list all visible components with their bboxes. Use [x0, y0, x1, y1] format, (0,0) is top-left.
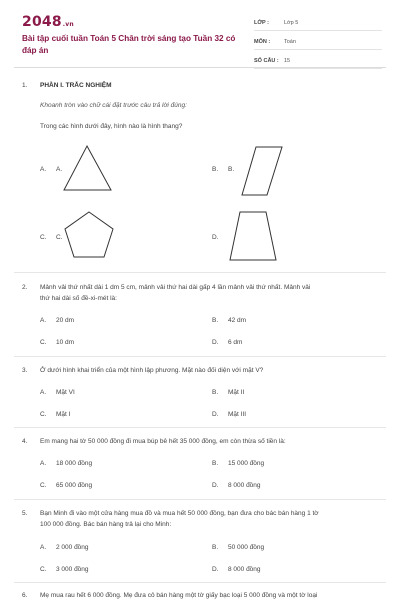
question-number: 2. [22, 284, 28, 291]
question-line: Mảnh vải thứ nhất dài 1 dm 5 cm, mảnh vải thứ hai dài gấp 4 lần mảnh vải thứ nhất. Mảnh vải [40, 284, 311, 291]
question-divider [14, 427, 386, 428]
question-number: 1. [22, 82, 28, 89]
option-d[interactable] [212, 411, 246, 418]
document-title: Bài tập cuối tuần Toán 5 Chân trời sáng tạo Tuần 32 có đáp án [22, 34, 236, 55]
option-b[interactable] [212, 166, 234, 173]
option-letter: C. [40, 566, 47, 573]
option-a[interactable] [40, 166, 62, 173]
meta-value: Lớp 5 [284, 19, 299, 26]
option-value: 2 000 đồng [56, 544, 89, 551]
option-letter: A. [40, 460, 47, 467]
section-heading: PHẦN I. TRẮC NGHIỆM [40, 82, 112, 89]
option-letter: A. [40, 544, 47, 551]
option-d[interactable] [212, 566, 261, 573]
meta-row-class [254, 15, 382, 31]
question-line: thứ hai dài số đề-xi-mét là: [40, 295, 117, 302]
option-c[interactable] [40, 566, 89, 573]
option-d[interactable] [212, 339, 242, 346]
option-value: 10 dm [56, 339, 75, 346]
option-letter: D. [212, 566, 219, 573]
option-letter: A. [40, 389, 47, 396]
site-logo[interactable] [22, 14, 74, 30]
option-b[interactable] [212, 460, 264, 467]
option-a[interactable] [40, 317, 74, 324]
question-line: Ở dưới hình khai triển của một hình lập phương. Mặt nào đối diện với mặt V? [40, 367, 264, 374]
option-d[interactable] [212, 482, 261, 489]
option-letter: B. [212, 544, 219, 551]
instruction-text: Khoanh tròn vào chữ cái đặt trước câu trả lời đúng: [40, 102, 187, 109]
question-text [40, 436, 380, 447]
option-value: 42 dm [228, 317, 247, 324]
question-text [40, 508, 380, 530]
option-value: 18 000 đồng [56, 460, 93, 467]
logo-text: 2048 [22, 14, 62, 30]
option-b[interactable] [212, 389, 244, 396]
option-value: 50 000 đồng [228, 544, 265, 551]
option-b[interactable] [212, 544, 264, 551]
meta-value: 15 [284, 57, 291, 64]
option-c[interactable] [40, 411, 70, 418]
parallelogram-shape [240, 145, 284, 197]
option-value: 15 000 đồng [228, 460, 265, 467]
option-a[interactable] [40, 544, 89, 551]
option-letter: B. [212, 389, 219, 396]
question-text [40, 365, 380, 376]
meta-table [254, 15, 382, 72]
option-letter: B. [212, 460, 219, 467]
meta-label: SỐ CÂU : [254, 57, 279, 64]
meta-value: Toán [284, 38, 296, 45]
option-b[interactable] [212, 317, 246, 324]
question-divider [14, 582, 386, 583]
option-value: Mặt III [228, 411, 247, 418]
option-c[interactable] [40, 339, 74, 346]
option-letter: B. [212, 166, 219, 173]
option-a[interactable] [40, 460, 92, 467]
option-letter: C. [40, 339, 47, 346]
header-divider [14, 67, 386, 68]
option-c[interactable] [40, 482, 92, 489]
question-divider [14, 272, 386, 273]
meta-label: MÔN : [254, 38, 271, 45]
option-letter: A. [40, 317, 47, 324]
option-letter: D. [212, 482, 219, 489]
option-label: C. [56, 234, 63, 241]
question-line: Bạn Minh đi vào một cửa hàng mua đồ và mua hết 50 000 đồng, bạn đưa cho bác bán hàng 1 tờ [40, 510, 319, 517]
question-text [40, 590, 380, 601]
option-label: B. [228, 166, 235, 173]
pentagon-shape [63, 210, 115, 260]
trapezoid-shape [228, 210, 278, 262]
option-letter: D. [212, 339, 219, 346]
option-value: Mặt VI [56, 389, 75, 396]
option-value: 65 000 đồng [56, 482, 93, 489]
question-line: Mẹ mua rau hết 6 000 đồng. Mẹ đưa cô bán hàng một tờ giấy bạc loại 5 000 đồng và một tờ loại [40, 592, 318, 599]
option-value: Mặt I [56, 411, 71, 418]
option-letter: C. [40, 411, 47, 418]
question-number: 6. [22, 592, 28, 599]
question-number: 5. [22, 510, 28, 517]
option-letter: C. [40, 482, 47, 489]
option-letter: D. [212, 411, 219, 418]
question-divider [14, 499, 386, 500]
question-text: Trong các hình dưới đây, hình nào là hình thang? [40, 123, 183, 130]
meta-row-subject [254, 34, 382, 50]
question-divider [14, 356, 386, 357]
question-line: Em mang hai tờ 50 000 đồng đi mua búp bê hết 35 000 đồng, em còn thừa số tiền là: [40, 438, 286, 445]
question-text [40, 282, 380, 304]
option-d[interactable] [212, 234, 228, 241]
triangle-shape [62, 144, 114, 192]
question-line: 100 000 đồng. Bác bán hàng trả lại cho Minh: [40, 521, 172, 528]
option-letter: B. [212, 317, 219, 324]
logo-suffix: .vn [62, 21, 74, 28]
option-label: A. [56, 166, 63, 173]
option-letter: C. [40, 234, 47, 241]
option-value: 3 000 đồng [56, 566, 89, 573]
question-number: 3. [22, 367, 28, 374]
option-a[interactable] [40, 389, 75, 396]
option-value: 20 dm [56, 317, 75, 324]
meta-label: LỚP : [254, 19, 269, 26]
option-value: 8 000 đồng [228, 482, 261, 489]
option-value: 8 000 đồng [228, 566, 261, 573]
option-value: 6 dm [228, 339, 243, 346]
option-value: Mặt II [228, 389, 245, 396]
option-letter: D. [212, 234, 219, 241]
option-letter: A. [40, 166, 47, 173]
question-number: 4. [22, 438, 28, 445]
option-c[interactable] [40, 234, 63, 241]
